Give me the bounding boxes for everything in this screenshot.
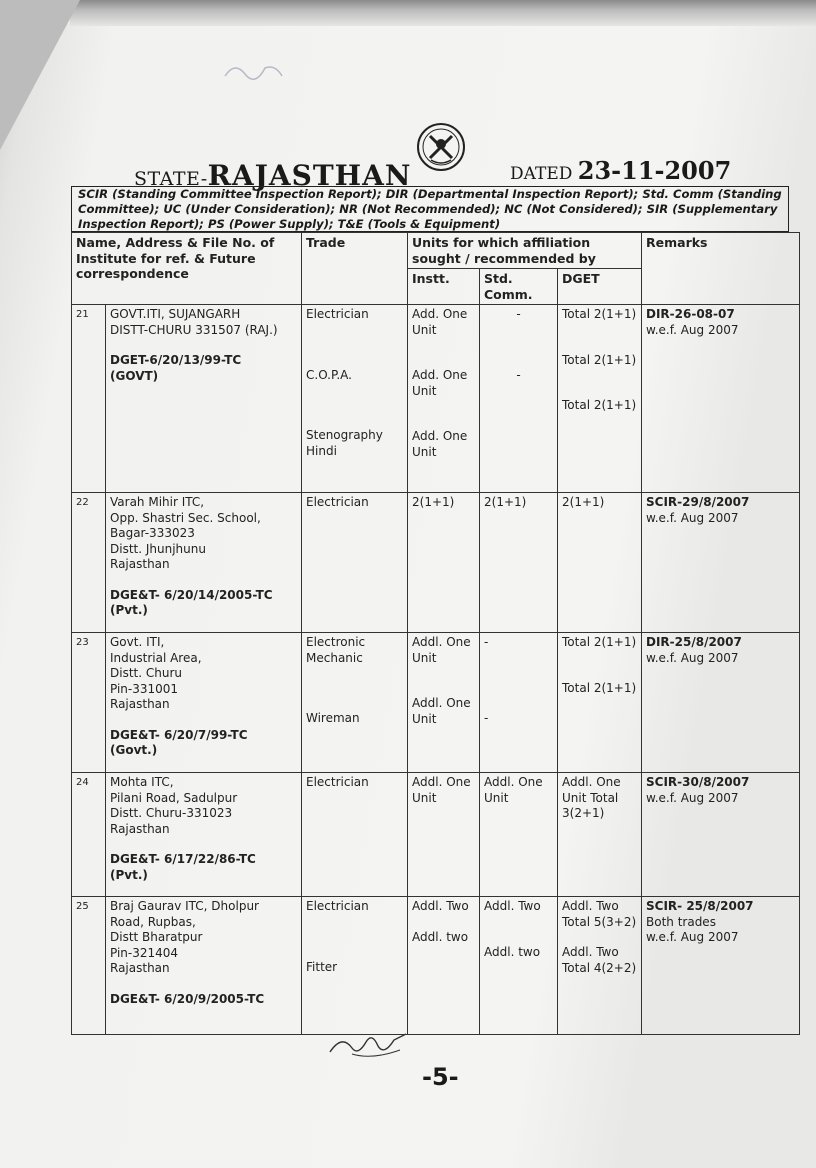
trade-name: Electrician (306, 899, 369, 913)
dated-label: DATED (510, 164, 573, 184)
std-comm-value: Addl. Two (484, 899, 541, 913)
instt-value: Addl. One Unit (412, 696, 471, 726)
std-comm-value: Addl. One Unit (484, 775, 543, 805)
remarks-cell (642, 305, 800, 493)
institute-cell (106, 633, 302, 773)
trade-name: Wireman (306, 711, 360, 725)
dget-value: Total 2(1+1) (562, 352, 637, 367)
institute-cell (106, 493, 302, 633)
instt-value: Addl. One Unit (412, 635, 471, 665)
instt-cell (408, 773, 480, 897)
dated-value: 23-11-2007 (577, 156, 732, 185)
std-comm-cell (480, 633, 558, 773)
institute-address-line: Rajasthan (110, 697, 170, 711)
trade-name: Electronic Mechanic (306, 635, 366, 665)
remarks-cell (642, 633, 800, 773)
institute-address-line: Distt. Churu (110, 666, 182, 680)
header-instt: Instt. (408, 269, 480, 305)
table-row (72, 773, 800, 897)
institute-cell (106, 305, 302, 493)
trade-cell (302, 633, 408, 773)
dget-value: Total 2(1+1) (562, 307, 637, 321)
dget-value: Total 2(1+1) (562, 635, 637, 649)
header-trade: Trade (302, 233, 408, 305)
instt-cell (408, 493, 480, 633)
remark-text: w.e.f. Aug 2007 (646, 650, 739, 665)
institute-address-line: Distt. Churu-331023 (110, 806, 233, 820)
instt-value: Add. One Unit (412, 368, 468, 398)
instt-value: Addl. One Unit (412, 775, 471, 805)
remarks-cell (642, 493, 800, 633)
remark-text: w.e.f. Aug 2007 (646, 322, 739, 337)
emblem-logo-icon (416, 122, 466, 172)
trade-name: Fitter (306, 959, 338, 974)
table-row (72, 493, 800, 633)
remark-code: SCIR-30/8/2007 (646, 775, 750, 789)
remarks-cell (642, 773, 800, 897)
std-comm-value: - (516, 307, 521, 321)
instt-cell (408, 897, 480, 1035)
remark-text: Both trades (646, 914, 716, 929)
institute-cell (106, 773, 302, 897)
std-comm-cell (480, 773, 558, 897)
instt-cell (408, 305, 480, 493)
row-number: 21 (72, 305, 106, 493)
remark-text: w.e.f. Aug 2007 (646, 510, 739, 525)
dget-cell (558, 897, 642, 1035)
abbreviations-legend: SCIR (Standing Committee Inspection Report); DIR (Departmental Inspection Report); Std. Comm (Standing Committee); UC (Under Consideration); NR (Not Recommended); NC (Not Considered); SIR (Supplementary Inspection Report); PS (Power Supply); T&E (Tools & Equipment) (71, 186, 789, 232)
institute-address-line: Bagar-333023 (110, 526, 195, 540)
institute-cell (106, 897, 302, 1035)
dget-cell (558, 633, 642, 773)
dget-value: Addl. Two Total 5(3+2) (562, 899, 637, 929)
header-dget: DGET (558, 269, 642, 305)
table-row (72, 305, 800, 493)
institute-type: (GOVT) (110, 368, 159, 383)
std-comm-value: - (516, 367, 521, 382)
dget-value: Total 2(1+1) (562, 680, 637, 695)
trade-cell (302, 305, 408, 493)
std-comm-value: 2(1+1) (484, 495, 527, 509)
institute-name-line: Govt. ITI, (110, 635, 165, 649)
institute-address-line: Pilani Road, Sadulpur (110, 790, 238, 805)
page-number: -5- (422, 1063, 459, 1091)
trade-name: Electrician (306, 307, 369, 321)
trade-name: C.O.P.A. (306, 367, 352, 382)
std-comm-cell (480, 305, 558, 493)
affiliation-table (71, 232, 800, 1035)
institute-address-line: Road, Rupbas, (110, 914, 196, 929)
instt-value: Add. One Unit (412, 429, 468, 459)
row-number: 25 (72, 897, 106, 1035)
remark-code: SCIR-29/8/2007 (646, 495, 750, 509)
table-row (72, 633, 800, 773)
header-std-comm: Std. Comm. (480, 269, 558, 305)
trade-name: Stenography Hindi (306, 428, 383, 458)
institute-address-line: Pin-321404 (110, 945, 179, 960)
table-row (72, 897, 800, 1035)
state-label: STATE- (134, 168, 208, 190)
handwritten-mark (220, 56, 290, 86)
dget-value: Total 2(1+1) (562, 398, 637, 412)
signature (322, 1024, 412, 1064)
instt-value: Addl. two (412, 929, 469, 944)
trade-cell (302, 773, 408, 897)
institute-address-line: Rajasthan (110, 557, 170, 571)
std-comm-cell (480, 897, 558, 1035)
trade-name: Electrician (306, 495, 369, 509)
header-name: Name, Address & File No. of Institute for ref. & Future correspondence (72, 233, 302, 305)
institute-address-line: DISTT-CHURU 331507 (RAJ.) (110, 322, 278, 337)
instt-value: Add. One Unit (412, 307, 468, 337)
row-number: 22 (72, 493, 106, 633)
header-remarks: Remarks (642, 233, 800, 305)
instt-cell (408, 633, 480, 773)
institute-address-line: Pin-331001 (110, 681, 179, 696)
instt-value: 2(1+1) (412, 495, 455, 509)
institute-type: (Pvt.) (110, 603, 148, 617)
std-comm-value: - (484, 635, 489, 649)
file-number: DGE&T- 6/17/22/86-TC (110, 852, 256, 866)
file-number: DGET-6/20/13/99-TC (110, 353, 242, 367)
std-comm-value: - (484, 710, 489, 725)
remark-text: w.e.f. Aug 2007 (646, 930, 739, 944)
table-header-row (72, 233, 800, 269)
date-heading (510, 156, 731, 185)
trade-cell (302, 493, 408, 633)
remark-code: DIR-25/8/2007 (646, 635, 742, 649)
std-comm-cell (480, 493, 558, 633)
institute-name-line: Braj Gaurav ITC, Dholpur (110, 899, 259, 913)
dget-value: 2(1+1) (562, 495, 605, 509)
institute-address-line: Distt. Jhunjhunu (110, 541, 206, 556)
remarks-cell (642, 897, 800, 1035)
file-number: DGE&T- 6/20/14/2005-TC (110, 587, 273, 602)
remark-code: SCIR- 25/8/2007 (646, 899, 754, 913)
row-number: 23 (72, 633, 106, 773)
std-comm-value: Addl. two (484, 944, 541, 959)
remark-text: w.e.f. Aug 2007 (646, 790, 739, 805)
trade-cell (302, 897, 408, 1035)
remark-code: DIR-26-08-07 (646, 307, 735, 321)
institute-address-line: Rajasthan (110, 821, 170, 836)
state-name: RAJASTHAN (207, 159, 412, 192)
trade-name: Electrician (306, 775, 369, 789)
institute-name-line: GOVT.ITI, SUJANGARH (110, 307, 241, 321)
institute-type: (Pvt.) (110, 867, 148, 882)
institute-address-line: Industrial Area, (110, 650, 202, 665)
institute-type: (Govt.) (110, 743, 158, 757)
dget-cell (558, 305, 642, 493)
institute-address-line: Opp. Shastri Sec. School, (110, 510, 261, 525)
dget-value: Addl. Two Total 4(2+2) (562, 945, 637, 975)
row-number: 24 (72, 773, 106, 897)
scan-shadow-band (70, 0, 816, 26)
institute-address-line: Rajasthan (110, 961, 170, 975)
dget-cell (558, 773, 642, 897)
file-number: DGE&T- 6/20/7/99-TC (110, 727, 248, 742)
dget-cell (558, 493, 642, 633)
file-number: DGE&T- 6/20/9/2005-TC (110, 991, 265, 1006)
institute-name-line: Mohta ITC, (110, 775, 174, 789)
institute-name-line: Varah Mihir ITC, (110, 495, 205, 509)
header-units: Units for which affiliation sought / recommended by (408, 233, 642, 269)
institute-address-line: Distt Bharatpur (110, 930, 203, 944)
folded-corner (0, 0, 80, 150)
instt-value: Addl. Two (412, 899, 469, 913)
dget-value: Addl. One Unit Total 3(2+1) (562, 775, 621, 820)
